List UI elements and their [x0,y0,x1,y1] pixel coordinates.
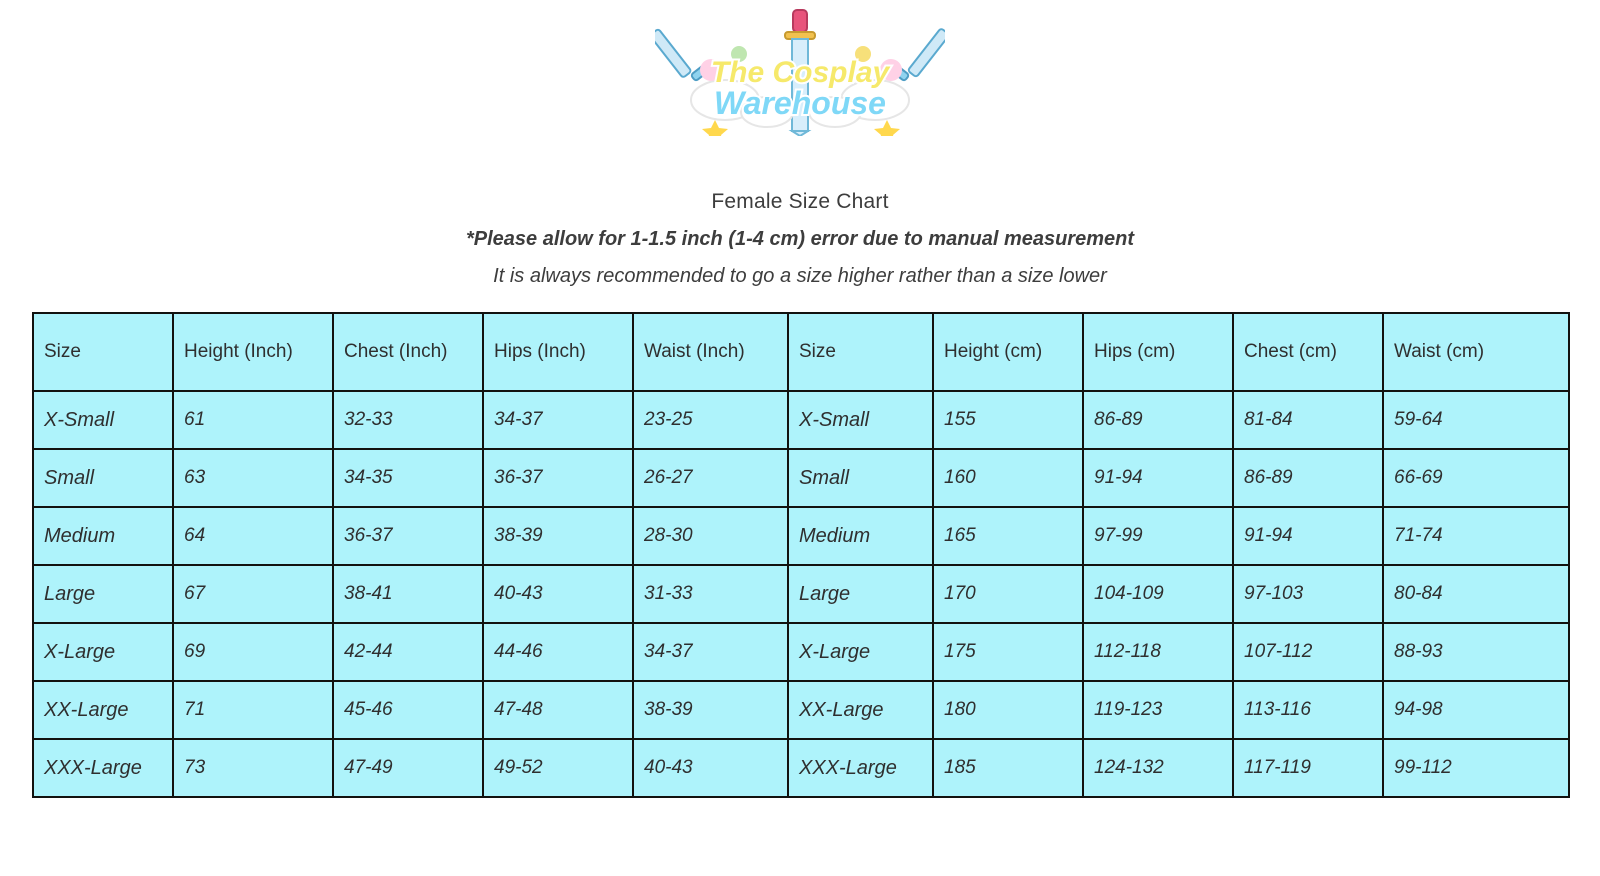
cell-height-cm: 185 [933,739,1083,797]
cell-size-cm: XX-Large [788,681,933,739]
table-row [33,623,1569,681]
cell-height-inch: 71 [173,681,333,739]
size-recommendation-note: It is always recommended to go a size higher rather than a size lower [493,265,1107,287]
cell-chest-cm: 97-103 [1233,565,1383,623]
table-row [33,681,1569,739]
cell-hips-inch: 49-52 [483,739,633,797]
cell-size-inch: XX-Large [33,681,173,739]
cell-chest-cm: 113-116 [1233,681,1383,739]
column-header-hips-cm: Hips (cm) [1083,313,1233,391]
cell-waist-inch: 31-33 [633,565,788,623]
cell-hips-inch: 36-37 [483,449,633,507]
cell-height-inch: 61 [173,391,333,449]
cell-size-cm: X-Large [788,623,933,681]
cell-chest-cm: 81-84 [1233,391,1383,449]
cell-waist-inch: 26-27 [633,449,788,507]
cell-height-inch: 67 [173,565,333,623]
cell-height-cm: 180 [933,681,1083,739]
cell-waist-cm: 71-74 [1383,507,1569,565]
cell-waist-cm: 66-69 [1383,449,1569,507]
cell-size-cm: Large [788,565,933,623]
cell-size-inch: X-Large [33,623,173,681]
column-header-waist-cm: Waist (cm) [1383,313,1569,391]
cell-chest-inch: 42-44 [333,623,483,681]
cell-height-inch: 63 [173,449,333,507]
cell-waist-cm: 88-93 [1383,623,1569,681]
table-row [33,565,1569,623]
logo-area [0,8,1600,136]
cell-hips-cm: 112-118 [1083,623,1233,681]
cell-hips-cm: 119-123 [1083,681,1233,739]
cell-height-cm: 165 [933,507,1083,565]
cell-hips-inch: 47-48 [483,681,633,739]
cell-chest-inch: 45-46 [333,681,483,739]
cell-size-inch: XXX-Large [33,739,173,797]
page-title: Female Size Chart [711,190,889,213]
headings-block [0,190,1600,288]
column-header-height-inch: Height (Inch) [173,313,333,391]
column-header-size-cm: Size [788,313,933,391]
cell-height-cm: 170 [933,565,1083,623]
cell-waist-inch: 40-43 [633,739,788,797]
cell-chest-inch: 36-37 [333,507,483,565]
column-header-waist-inch: Waist (Inch) [633,313,788,391]
cell-hips-cm: 86-89 [1083,391,1233,449]
table-row [33,507,1569,565]
column-header-size-inch: Size [33,313,173,391]
star-icon [702,120,728,136]
cell-waist-inch: 23-25 [633,391,788,449]
cell-size-cm: Small [788,449,933,507]
cell-waist-inch: 28-30 [633,507,788,565]
cell-size-cm: XXX-Large [788,739,933,797]
cell-chest-inch: 47-49 [333,739,483,797]
cell-hips-cm: 91-94 [1083,449,1233,507]
cell-size-inch: Small [33,449,173,507]
cell-chest-cm: 117-119 [1233,739,1383,797]
size-table-wrapper [32,312,1568,798]
cell-waist-cm: 59-64 [1383,391,1569,449]
column-header-height-cm: Height (cm) [933,313,1083,391]
star-icon [874,120,900,136]
cell-waist-cm: 94-98 [1383,681,1569,739]
logo-text-line1: The Cosplay [710,56,890,89]
cell-chest-inch: 34-35 [333,449,483,507]
cosplay-warehouse-logo [655,8,945,136]
cell-hips-inch: 40-43 [483,565,633,623]
table-header-row [33,313,1569,391]
table-row [33,449,1569,507]
logo-text-line2: Warehouse [714,85,886,121]
cell-waist-inch: 38-39 [633,681,788,739]
column-header-hips-inch: Hips (Inch) [483,313,633,391]
cell-chest-cm: 86-89 [1233,449,1383,507]
column-header-chest-inch: Chest (Inch) [333,313,483,391]
cell-height-cm: 155 [933,391,1083,449]
measurement-error-note: *Please allow for 1-1.5 inch (1-4 cm) error due to manual measurement [466,228,1134,250]
cell-height-inch: 69 [173,623,333,681]
cell-chest-cm: 107-112 [1233,623,1383,681]
cell-chest-inch: 38-41 [333,565,483,623]
cell-chest-cm: 91-94 [1233,507,1383,565]
cell-size-cm: X-Small [788,391,933,449]
cell-size-cm: Medium [788,507,933,565]
cell-height-inch: 64 [173,507,333,565]
cell-hips-inch: 34-37 [483,391,633,449]
table-row [33,391,1569,449]
cell-hips-cm: 124-132 [1083,739,1233,797]
cell-size-inch: X-Small [33,391,173,449]
cell-size-inch: Large [33,565,173,623]
cell-size-inch: Medium [33,507,173,565]
size-table [32,312,1570,798]
cell-hips-inch: 38-39 [483,507,633,565]
cell-hips-cm: 104-109 [1083,565,1233,623]
cell-height-cm: 160 [933,449,1083,507]
cell-hips-inch: 44-46 [483,623,633,681]
cell-waist-inch: 34-37 [633,623,788,681]
cell-height-inch: 73 [173,739,333,797]
cell-height-cm: 175 [933,623,1083,681]
cell-hips-cm: 97-99 [1083,507,1233,565]
cell-chest-inch: 32-33 [333,391,483,449]
table-row [33,739,1569,797]
column-header-chest-cm: Chest (cm) [1233,313,1383,391]
cell-waist-cm: 99-112 [1383,739,1569,797]
cell-waist-cm: 80-84 [1383,565,1569,623]
